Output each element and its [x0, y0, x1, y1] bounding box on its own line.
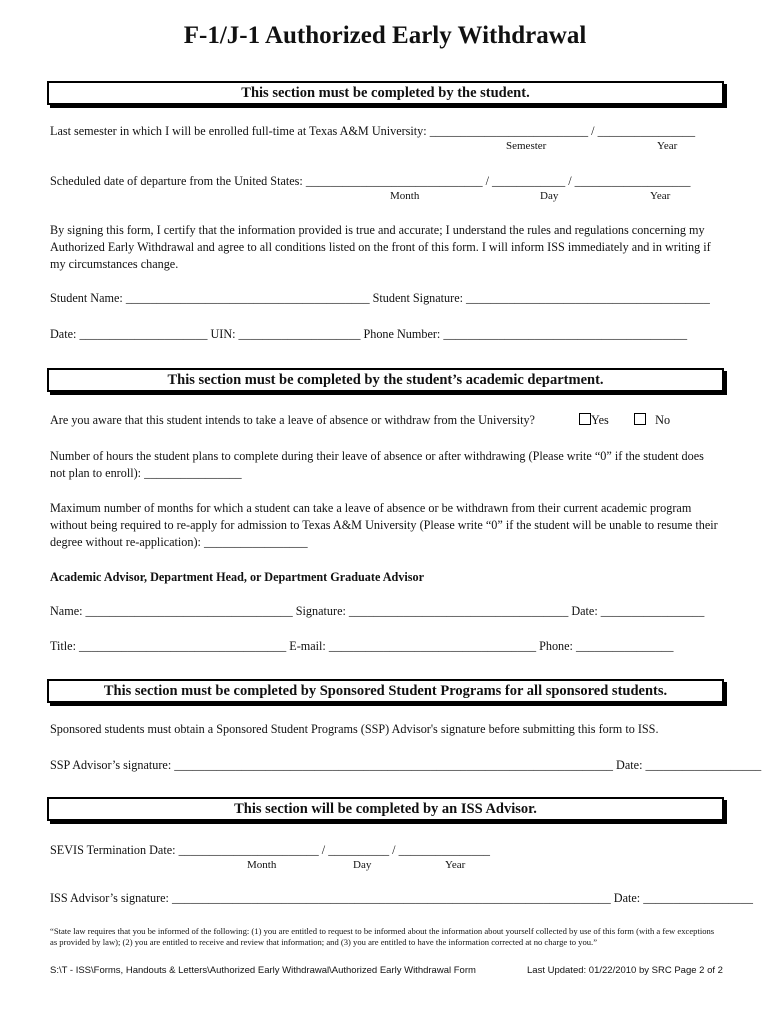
- sevis-year-sublabel: Year: [445, 859, 466, 871]
- advisor-name-signature-date-field[interactable]: Name: __________________________________ Signature: ____________________________________ Date: _________________: [50, 604, 705, 618]
- semester-sublabel: Semester: [506, 140, 547, 152]
- no-checkbox[interactable]: [634, 413, 646, 425]
- advisor-heading: Academic Advisor, Department Head, or Department Graduate Advisor: [50, 570, 425, 584]
- hours-text: Number of hours the student plans to complete during their leave of absence or after withdrawing (Please write “0” if the student does not plan to enroll): ________________: [50, 449, 704, 480]
- footer-updated: Last Updated: 01/22/2010 by SRC Page 2 of 2: [527, 965, 723, 976]
- day-sublabel: Day: [540, 190, 559, 202]
- advisor-title-email-phone-field[interactable]: Title: __________________________________ E-mail: __________________________________ Phone: ________________: [50, 639, 674, 653]
- departure-date-field[interactable]: Scheduled date of departure from the United States: _____________________________ / ____________ / ___________________: [50, 174, 691, 188]
- sevis-day-sublabel: Day: [353, 859, 372, 871]
- sevis-month-sublabel: Month: [247, 859, 277, 871]
- page-title: F-1/J-1 Authorized Early Withdrawal: [183, 22, 587, 49]
- iss-signature-field[interactable]: ISS Advisor’s signature: ________________________________________________________________________ Date: __________________: [50, 891, 753, 905]
- student-name-signature-field[interactable]: Student Name: ________________________________________ Student Signature: ________________________________________: [50, 291, 710, 305]
- footer-path: S:\T - ISS\Forms, Handouts & Letters\Authorized Early Withdrawal\Authorized Early Withdrawal Form: [50, 965, 476, 976]
- no-option[interactable]: [634, 413, 670, 428]
- department-section-header: This section must be completed by the student’s academic department.: [47, 368, 724, 392]
- aware-question: Are you aware that this student intends to take a leave of absence or withdraw from the University?: [50, 413, 535, 427]
- ssp-section-header: This section must be completed by Sponsored Student Programs for all sponsored students.: [47, 679, 724, 703]
- ssp-signature-field[interactable]: SSP Advisor’s signature: ________________________________________________________________________ Date: ___________________: [50, 758, 762, 772]
- no-label: No: [655, 413, 671, 427]
- sevis-termination-field[interactable]: SEVIS Termination Date: _______________________ / __________ / _______________: [50, 843, 491, 857]
- yes-option[interactable]: [579, 413, 609, 428]
- state-law-notice: “State law requires that you be informed of the following: (1) you are entitled to request to be informed about the information about yourself collected by use of this form (with a few exceptions as provided by law); (2) you are entitled to receive and review that information; and (3) you are entitled to have the information corrected at no charge to you.”: [50, 926, 715, 947]
- months-text: Maximum number of months for which a student can take a leave of absence or be withdrawn from their current academic program without being required to re-apply for admission to Texas A&M University (Please write “0” if the student will be unable to resume their degree without re-application): _________________: [50, 501, 718, 549]
- year-sublabel: Year: [657, 140, 678, 152]
- date-uin-phone-field[interactable]: Date: _____________________ UIN: ____________________ Phone Number: ________________________________________: [50, 327, 688, 341]
- yes-checkbox[interactable]: [579, 413, 591, 425]
- year-sublabel: Year: [650, 190, 671, 202]
- student-section-header: This section must be completed by the student.: [47, 81, 724, 105]
- ssp-notice: Sponsored students must obtain a Sponsored Student Programs (SSP) Advisor's signature before submitting this form to ISS.: [50, 722, 659, 736]
- yes-label: Yes: [591, 413, 609, 427]
- month-sublabel: Month: [390, 190, 420, 202]
- certification-text: By signing this form, I certify that the information provided is true and accurate; I understand the rules and regulations concerning my Authorized Early Withdrawal and agree to all conditions listed on the front of this form. I will inform ISS immediately and in writing if my circumstances change.: [50, 223, 711, 271]
- iss-section-header: This section will be completed by an ISS Advisor.: [47, 797, 724, 821]
- last-semester-field[interactable]: Last semester in which I will be enrolled full-time at Texas A&M University: __________________________ / ________________: [50, 124, 696, 138]
